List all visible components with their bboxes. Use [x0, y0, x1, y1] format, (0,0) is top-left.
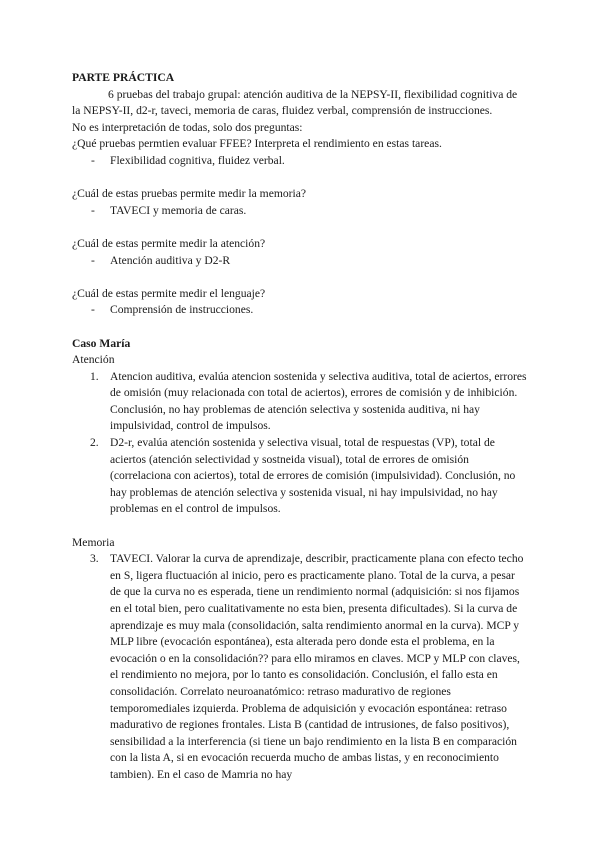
question-ffee: ¿Qué pruebas permtien evaluar FFEE? Interpreta el rendimiento en estas tareas. — [72, 137, 442, 151]
numbered-item-1 — [72, 369, 528, 435]
document-body — [72, 70, 528, 784]
answer-text: Flexibilidad cognitiva, fluidez verbal. — [110, 153, 285, 167]
answer-text: TAVECI y memoria de caras. — [110, 203, 247, 217]
item-number: 3. — [90, 552, 99, 566]
item-number: 2. — [90, 436, 99, 450]
attention-heading: Atención — [72, 353, 115, 367]
note-paragraph: No es interpretación de todas, solo dos preguntas: — [72, 120, 303, 134]
dash-bullet: - — [91, 253, 95, 267]
answer-atencion — [72, 253, 528, 270]
dash-bullet: - — [91, 203, 95, 217]
dash-bullet: - — [91, 303, 95, 317]
numbered-item-3 — [72, 551, 528, 783]
question-memoria: ¿Cuál de estas pruebas permite medir la memoria? — [72, 187, 307, 201]
item-text: D2-r, evalúa atención sostenida y selectiva visual, total de respuestas (VP), total de aciertos (atención selectividad y sostneida visual), total de errores de omisión (correlaciona con aciertos), total de errores de comisión (impulsividad). Conclusión, no hay problemas de atención selectiva y sostenida visual, ni hay impulsividad, no hay problemas en el control de impulsos. — [110, 436, 516, 516]
item-number: 1. — [90, 369, 99, 383]
question-lenguaje: ¿Cuál de estas permite medir el lenguaje? — [72, 286, 266, 300]
answer-text: Comprensión de instrucciones. — [110, 303, 254, 317]
answer-text: Atención auditiva y D2-R — [110, 253, 231, 267]
intro-paragraph: 6 pruebas del trabajo grupal: atención auditiva de la NEPSY-II, flexibilidad cognitiva de la NEPSY-II, d2-r, taveci, memoria de caras, fluidez verbal, comprensión de instrucciones. — [72, 87, 518, 118]
memory-heading: Memoria — [72, 535, 115, 549]
case-title: Caso María — [72, 336, 131, 350]
numbered-item-2 — [72, 435, 528, 518]
section-title-practical: PARTE PRÁCTICA — [72, 71, 175, 84]
answer-memoria — [72, 203, 528, 220]
question-atencion: ¿Cuál de estas permite medir la atención? — [72, 236, 266, 250]
dash-bullet: - — [91, 153, 95, 167]
answer-lenguaje — [72, 302, 528, 319]
item-text: TAVECI. Valorar la curva de aprendizaje, describir, practicamente plana con efecto techo en S, ligera fluctuación al inicio, pero es practicamente plano. Total de la curva, a pesar de que la curva no es esperada, tiene un rendimiento normal (adquisición: si nos fijamos en el total bien, pero cualitativamente no esta bien, presenta dificultades). Si la curva de aprendizaje es muy mala (consolidación, salta rendimiento anormal en la curva). MCP y MLP libre (evocación espontánea), esta alterada pero donde esta el problema, en la evocación o en la consolidación?? para ello miramos en claves. MCP y MLP con claves, el rendimiento no mejora, por lo tanto es consolidación. Conclusión, el fallo esta en consolidación. Correlato neuroanatómico: retraso madurativo de regiones temporomediales izquierda. Problema de adquisición y evocación espontánea: retraso madurativo de regiones frontales. Lista B (cantidad de intrusiones, de falso positivos), sensibilidad a la interferencia (si tiene un bajo rendimiento en la lista B en comparación con la lista A, si en evocación recuerda mucho de ambas listas, y en reconocimiento tambien). En el caso de Mamria no hay — [110, 552, 524, 781]
item-text: Atencion auditiva, evalúa atencion sostenida y selectiva auditiva, total de aciertos, errores de omisión (muy relacionada con total de aciertos), errores de comisión y de inhibición. Conclusión, no hay problemas de atención selectiva y sostenida auditiva, ni hay impulsividad, control de impulsos. — [110, 369, 527, 433]
answer-ffee — [72, 153, 528, 170]
